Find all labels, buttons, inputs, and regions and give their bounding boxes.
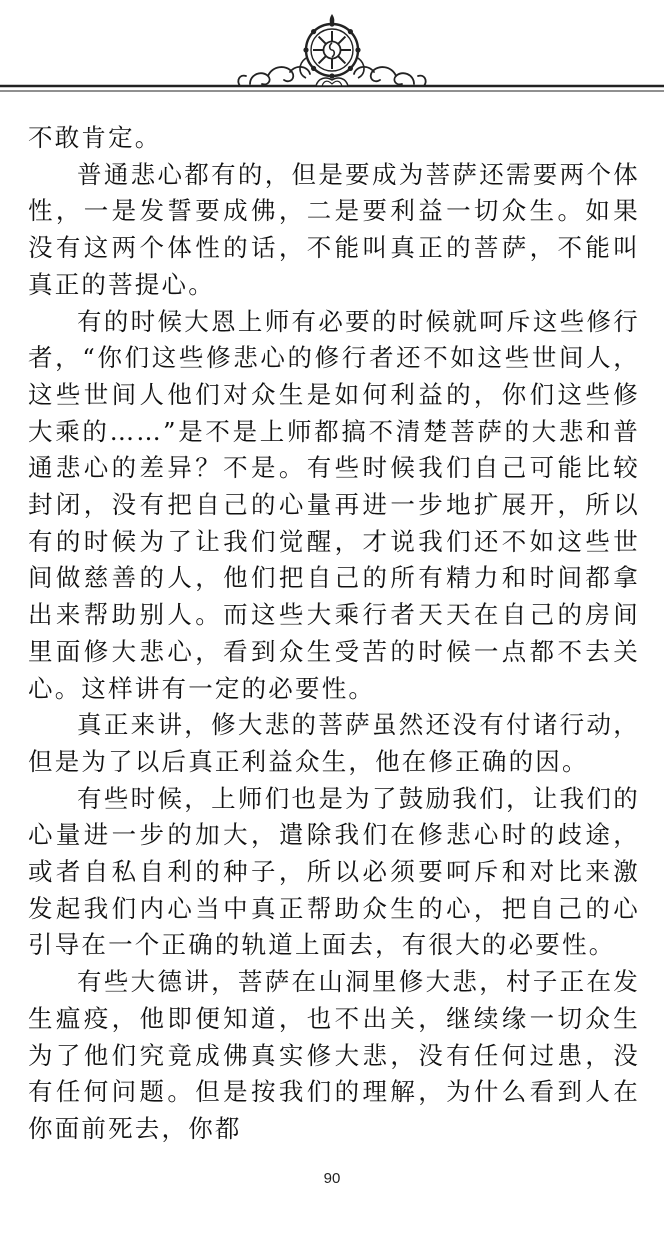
paragraph: 有些时候，上师们也是为了鼓励我们，让我们的心量进一步的加大，遣除我们在修悲心时的歧途，或者自私自利的种子，所以必须要呵斥和对比来激发起我们内心当中真正帮助众生的心，把自己的心引导在一个正确的轨道上面去，有很大的必要性。 xyxy=(28,783,640,960)
paragraph: 不敢肯定。 xyxy=(28,123,162,152)
page-number: 90 xyxy=(323,1170,341,1187)
paragraph: 有些大德讲，菩萨在山洞里修大悲，村子正在发生瘟疫，他即便知道，也不出关，继续缘一切众生为了他们究竟成佛真实修大悲，没有任何过患，没有任何问题。但是按我们的理解，为什么看到人在你面前死去，你都 xyxy=(28,967,640,1143)
dharma-wheel-icon xyxy=(300,14,364,86)
header-ornament xyxy=(0,0,664,110)
paragraph: 有的时候大恩上师有必要的时候就呵斥这些修行者，“你们这些修悲心的修行者还不如这些世间人，这些世间人他们对众生是如何利益的，你们这些修大乘的……”是不是上师都搞不清楚菩萨的大悲和普通悲心的差异？不是。有些时候我们自己可能比较封闭，没有把自己的心量再进一步地扩展开，所以有的时候为了让我们觉醒，才说我们还不如这些世间做慈善的人，他们把自己的所有精力和时间都拿出来帮助别人。而这些大乘行者天天在自己的房间里面修大悲心，看到众生受苦的时候一点都不去关心。这样讲有一定的必要性。 xyxy=(28,306,640,703)
body-text xyxy=(28,120,640,1148)
paragraph: 普通悲心都有的，但是要成为菩萨还需要两个体性，一是发誓要成佛，二是要利益一切众生。如果没有这两个体性的话，不能叫真正的菩萨，不能叫真正的菩提心。 xyxy=(28,159,640,299)
paragraph: 真正来讲，修大悲的菩萨虽然还没有付诸行动，但是为了以后真正利益众生，他在修正确的因。 xyxy=(28,710,640,776)
